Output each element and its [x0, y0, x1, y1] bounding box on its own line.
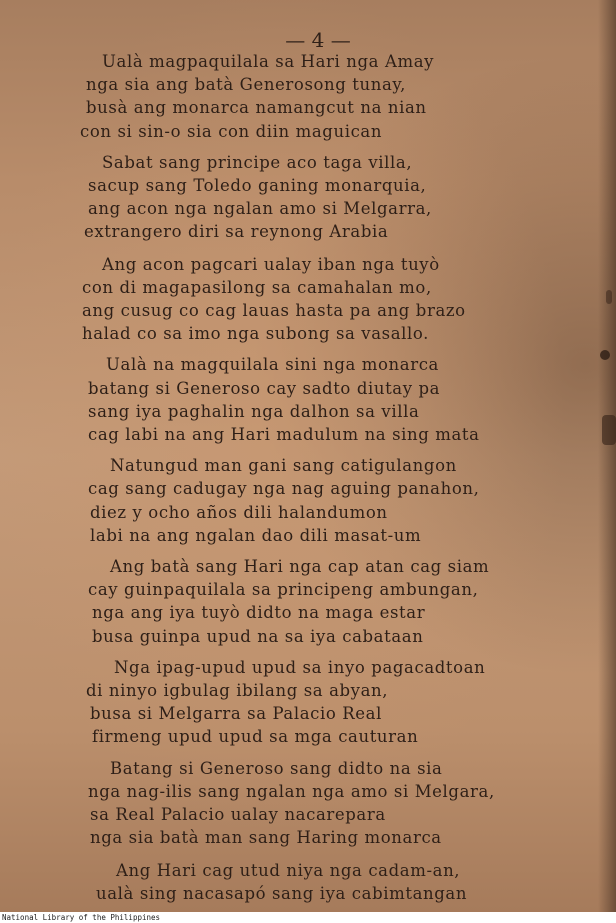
verse-line: Ang batà sang Hari nga cap atan cag siam [110, 557, 490, 577]
verse-line: sacup sang Toledo ganing monarquia, [88, 176, 427, 196]
verse-line: busà ang monarca namangcut na nian [86, 98, 427, 118]
verse-line: nga ang iya tuyò didto na maga estar [92, 603, 426, 623]
verse-line: Ang acon pagcari ualay iban nga tuyò [102, 254, 440, 274]
verse-line: sang iya paghalin nga dalhon sa villa [88, 401, 420, 421]
stanza [80, 454, 550, 547]
verse-line: con di magapasilong sa camahalan mo, [82, 277, 432, 297]
verse-line: con si sin-o sia con diin maguican [80, 121, 383, 141]
verse-line: cag labi na ang Hari madulum na sing mata [88, 425, 480, 445]
verse-line: Natungud man gani sang catigulangon [110, 456, 457, 476]
verse-line: sa Real Palacio ualay nacarepara [90, 805, 386, 825]
verse-line: ualà sing nacasapó sang iya cabimtangan [96, 883, 468, 903]
page-number: — 4 — [285, 28, 351, 52]
verse-line: busa si Melgarra sa Palacio Real [90, 704, 382, 724]
verse-line: firmeng upud upud sa mga cauturan [92, 727, 419, 747]
verse-line: Ang Hari cag utud niya nga cadam-an, [116, 860, 461, 880]
verse-line: cag sang cadugay nga nag aguing panahon, [88, 479, 480, 499]
ink-stain [602, 415, 616, 445]
verse-line: nga sia ang batà Generosong tunay, [86, 75, 406, 95]
verse-line: nga nag-ilis sang ngalan nga amo si Melgara, [88, 781, 495, 801]
verse-line: Ualà magpaquilala sa Hari nga Amay [102, 52, 435, 71]
stanza [80, 353, 550, 446]
poem-text [80, 50, 550, 905]
verse-line: Sabat sang principe aco taga villa, [102, 152, 413, 172]
stanza [80, 151, 550, 244]
ink-stain [600, 350, 610, 360]
verse-line: halad co sa imo nga subong sa vasallo. [82, 324, 430, 344]
verse-line: Nga ipag-upud upud sa inyo pagacadtoan [114, 657, 486, 677]
library-credit: National Library of the Philippines [2, 913, 161, 922]
page-edge-shadow [598, 0, 616, 912]
verse-line: Batang si Generoso sang didto na sia [110, 758, 443, 778]
stanza [80, 555, 550, 648]
stanza [80, 50, 550, 143]
verse-line: ang cusug co cag lauas hasta pa ang brazo [82, 301, 466, 321]
verse-line: batang si Generoso cay sadto diutay pa [88, 378, 441, 398]
verse-line: diez y ocho años dili halandumon [90, 502, 388, 522]
verse-line: nga sia batà man sang Haring monarca [90, 828, 442, 848]
verse-line: labi na ang ngalan dao dili masat-um [90, 525, 422, 545]
verse-line: extrangero diri sa reynong Arabia [84, 222, 389, 242]
stanza [80, 656, 550, 749]
ink-stain [606, 290, 612, 304]
stanza [80, 757, 550, 850]
verse-line: cay guinpaquilala sa principeng ambungan, [88, 580, 479, 600]
verse-line: di ninyo igbulag ibilang sa abyan, [86, 681, 389, 701]
stanza [80, 253, 550, 346]
verse-line: busa guinpa upud na sa iya cabataan [92, 626, 424, 646]
verse-line: Ualà na magquilala sini nga monarca [106, 355, 439, 375]
verse-line: ang acon nga ngalan amo si Melgarra, [88, 199, 432, 219]
stanza [80, 859, 550, 905]
